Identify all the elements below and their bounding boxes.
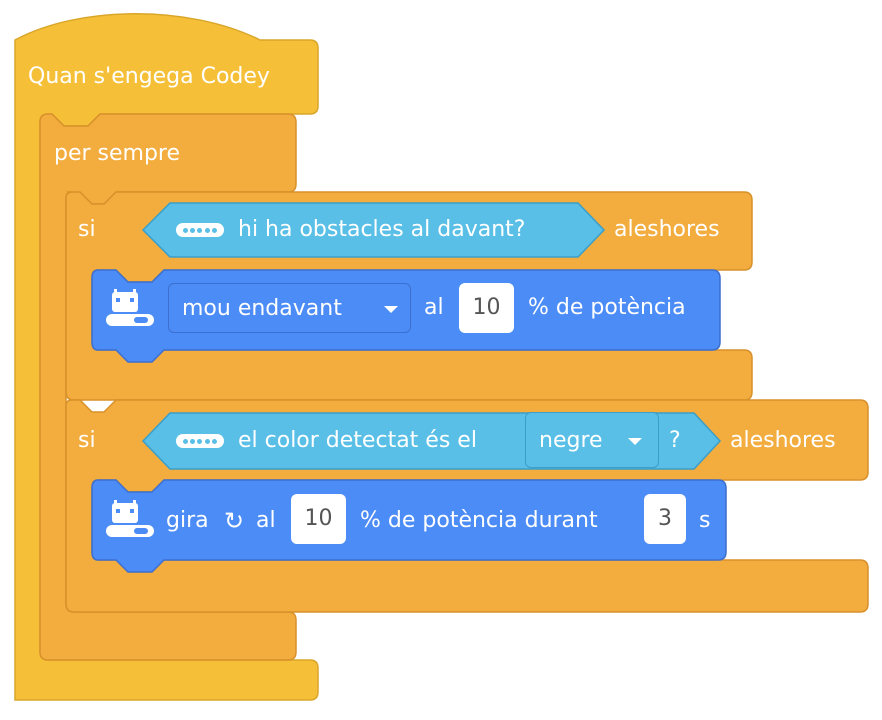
move-al-label: al (424, 295, 444, 320)
color-question-mark: ? (669, 428, 681, 453)
codey-robot-icon (104, 499, 156, 541)
turn-middle-label: % de potència durant (360, 508, 598, 533)
turn-power-input[interactable]: 10 (291, 494, 346, 544)
obstacle-condition-label: hi ha obstacles al davant? (238, 217, 526, 242)
move-power-input[interactable]: 10 (459, 283, 514, 333)
color-dropdown-value: negre (539, 428, 603, 453)
if2-then-label: aleshores (730, 428, 836, 453)
hat-label: Quan s'engega Codey (28, 64, 270, 89)
codey-robot-icon (104, 288, 156, 330)
move-power-suffix: % de potència (528, 295, 686, 320)
move-direction-dropdown[interactable] (168, 283, 411, 333)
sensor-pill-icon (176, 223, 224, 237)
dropdown-caret-icon (628, 438, 642, 445)
color-condition-label: el color detectat és el (238, 428, 477, 453)
turn-al-label: al (256, 508, 276, 533)
color-dropdown[interactable] (525, 412, 659, 468)
turn-seconds-input[interactable]: 3 (644, 494, 686, 544)
if1-then-label: aleshores (614, 217, 720, 242)
rotate-clockwise-icon: ↻ (224, 507, 245, 535)
forever-label: per sempre (54, 141, 181, 166)
turn-seconds-unit: s (699, 508, 711, 533)
sensor-pill-icon (176, 434, 224, 448)
dropdown-caret-icon (384, 306, 398, 313)
move-direction-value: mou endavant (182, 296, 342, 321)
if1-si-label: si (78, 217, 96, 242)
if2-si-label: si (78, 428, 96, 453)
turn-gira-label: gira (166, 508, 209, 533)
